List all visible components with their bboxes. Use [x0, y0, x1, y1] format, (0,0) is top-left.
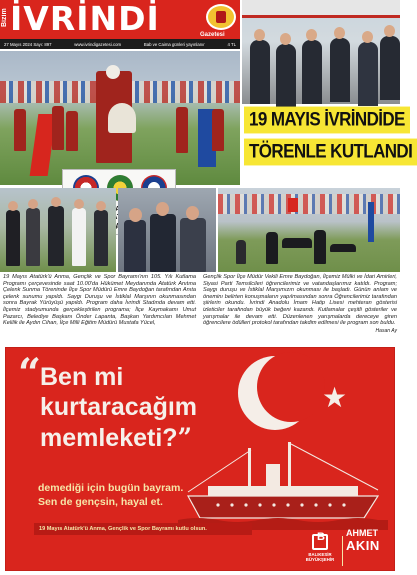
- opening-quote-mark: “: [18, 350, 42, 397]
- person-head: [8, 201, 18, 211]
- person-figure: [94, 210, 108, 266]
- ship-icon: [178, 440, 388, 530]
- official-figure: [358, 42, 378, 106]
- article-text: Gençlik Spor İlçe Müdür Vekili Emre Baydoğan, İlçemiz Mülki ve İdari Amirleri, Siyasi Parti Temsilcileri öğrencilerimiz ve vatandaşlarımız katıldı. Program; Saygı duruşu ve İstiklal Marşımızın okunması ile başladı. Günün anlam ve öneminı belirten konuşmaların yapılmasından sonra Öğrencilerimiz tarafından şiirlerin okundu. İvrindi Anadolu İmam Hatip Lisesi mehteran gösterisi izleticiler tarafından büyük beğeni kazandı. Kutlamalar çeşitli gösteriler ve yarışmalar ile devam etti. Düzenlenen yarışmalarda dereceye giren öğrencilere ödülleri protokol tarafından takdim edilmesi ile program son buldu.: [203, 274, 397, 327]
- emblem-icon: [206, 4, 236, 30]
- person-figure: [48, 206, 64, 266]
- mehter-member-figure: [52, 106, 64, 150]
- mehter-member-figure: [176, 107, 188, 153]
- mayor-signature: [346, 528, 394, 568]
- municipality-advertisement: [5, 347, 395, 571]
- municipality-logo: [302, 534, 338, 568]
- gymnast-figure: [282, 238, 312, 248]
- ad-greeting-strip: 19 Mayıs Atatürk'ü Anma, Gençlik ve Spor Bayramı kutlu olsun.: [34, 523, 252, 535]
- official-head: [334, 27, 345, 39]
- person-figure: [72, 208, 86, 266]
- headline-line-1: 19 MAYIS İVRİNDİDE: [244, 107, 410, 134]
- official-figure: [380, 36, 400, 100]
- official-head: [280, 33, 291, 45]
- blue-flag: [368, 202, 374, 242]
- masthead-prefix: Bizim: [1, 8, 8, 28]
- person-figure: [6, 210, 20, 266]
- ad-subline-1: demediği için bugün bayram.: [38, 482, 184, 494]
- ad-slogan-line-3: [40, 424, 192, 452]
- official-figure: [180, 218, 206, 272]
- ad-slogan-line-1: Ben mi: [40, 363, 124, 391]
- gymnast-figure: [266, 232, 278, 264]
- ad-subline-2: Sen de gençsin, hayal et.: [38, 496, 163, 508]
- article-left-column: [3, 274, 196, 327]
- official-head: [362, 31, 373, 43]
- official-figure: [250, 40, 270, 104]
- official-figure: [302, 40, 322, 104]
- issue-date: 27 Mayıs 2024 Sayı: 897: [4, 41, 52, 47]
- mehter-member-figure: [212, 109, 224, 151]
- municipality-name-2: BÜYÜKŞEHİR: [305, 557, 335, 562]
- masthead-infobar: [0, 39, 240, 49]
- crescent-cutout: [257, 352, 325, 422]
- gymnast-figure: [330, 244, 356, 252]
- person-figure: [26, 208, 40, 266]
- article-text: 19 Mayıs Atatürk'ü Anma, Gençlik ve Spor Bayramı'nın 105. Yılı Kutlama Programı çerçevesinde saat 10.00'da Hükümet Meydanında Atatürk Anıtına Çelenk Sunma Töreninde İlçe Spor Müdürü Emre Baydoğan tarafından Anıta çelenk sunumu yapıldı. Saygı Duruşu ve İstiklal Marşının okunmasından sonra Bayrak Yürüyüşü yapıldı. Program daha İvrindi Stadında devam etti. İlçemiz stadyumunda gerçekleştirilen programa; İlçe Kaymakamı Umut Pazarcı, Belediye Başkanı Önder Lapanta, Başkan Yardımcıları Mehmet Kelilik ile Aydın Cihan, İlçe Milli Eğitim Müdürü Mustafa Yücel,: [3, 274, 196, 327]
- official-figure: [276, 44, 296, 108]
- official-figure: [330, 38, 350, 102]
- official-figure: [124, 220, 146, 272]
- official-head: [306, 29, 317, 41]
- drum-icon: [108, 103, 136, 133]
- officials-photo: [242, 0, 400, 104]
- article-byline: Hasan Ay: [375, 327, 397, 334]
- tribune-canopy: [242, 0, 400, 18]
- masthead-subtitle: Gazetesi: [200, 32, 225, 38]
- person-head: [51, 197, 61, 207]
- turkish-flag: [288, 198, 298, 212]
- website-link[interactable]: www.ivrindigazetesi.com: [74, 41, 122, 47]
- municipality-logo-icon: [312, 534, 328, 550]
- mehter-member-figure: [14, 109, 26, 151]
- official-head: [186, 206, 199, 220]
- municipality-name-1: BALIKESİR: [308, 552, 332, 557]
- article-right-column: [203, 274, 397, 334]
- gymnast-figure: [314, 230, 326, 264]
- ad-slogan-line-2: kurtaracağım: [40, 393, 198, 421]
- mayor-last-name: AKIN: [346, 538, 380, 553]
- newspaper-title: İVRİNDİ: [10, 0, 160, 38]
- headline-line-2: TÖRENLE KUTLANDI: [244, 139, 417, 166]
- closing-quote-mark: ”: [177, 423, 192, 452]
- gymnastics-photo: [218, 188, 400, 272]
- protocol-photo: [118, 188, 216, 272]
- masthead: [0, 0, 240, 49]
- official-figure: [150, 214, 176, 272]
- person-head: [28, 199, 38, 209]
- official-head: [156, 202, 169, 216]
- official-head: [129, 208, 142, 222]
- headline: [244, 108, 413, 172]
- gymnast-figure: [236, 240, 246, 264]
- official-head: [384, 25, 395, 37]
- mehter-band-photo: [0, 51, 240, 185]
- logo-divider: [342, 536, 343, 566]
- mehter-headgear: [106, 65, 120, 79]
- star-icon: ★: [322, 382, 348, 413]
- mayor-first-name: AHMET: [346, 528, 378, 538]
- official-head: [254, 29, 265, 41]
- person-head: [74, 199, 84, 209]
- publication-motto: Bab ve Caima günleri yayınlanır: [143, 41, 205, 47]
- mehter-member-figure: [66, 111, 78, 151]
- person-head: [96, 201, 106, 211]
- students-photo: [0, 188, 116, 272]
- ad-slogan-line-3-text: memleketi?: [40, 424, 178, 452]
- price: 4 TL: [227, 41, 236, 47]
